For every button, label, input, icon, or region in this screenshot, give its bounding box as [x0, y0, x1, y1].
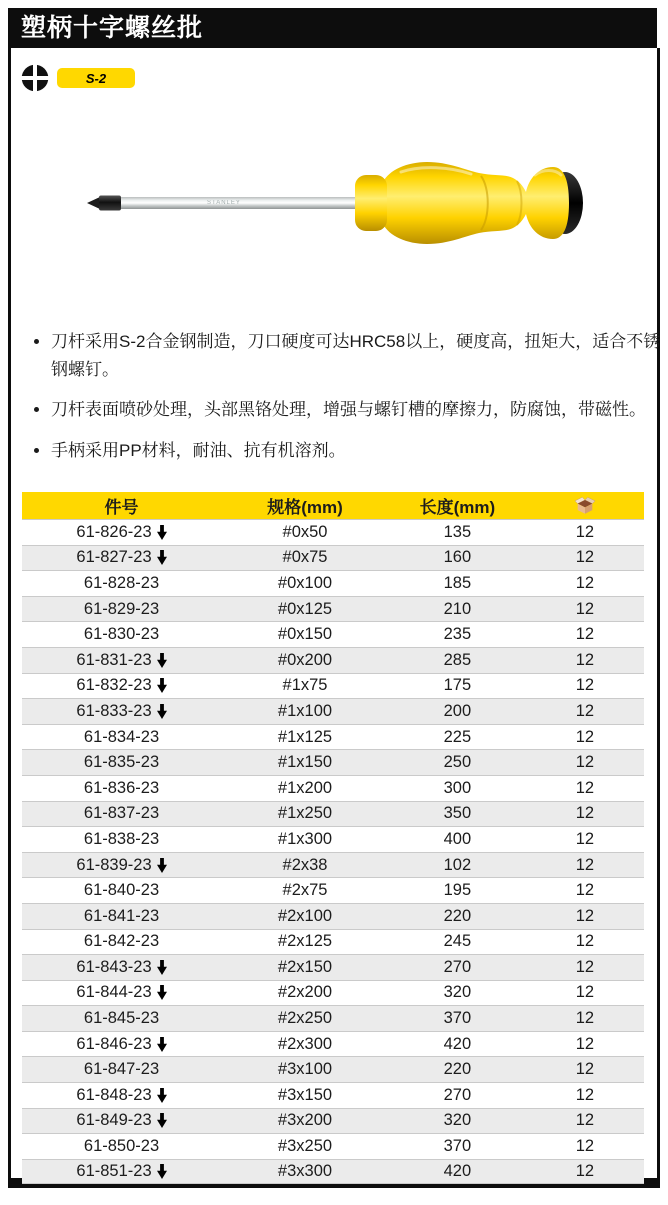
- part-number: 61-848-23: [76, 1085, 152, 1104]
- part-number: 61-829-23: [83, 599, 160, 618]
- table-row: [22, 570, 644, 596]
- down-arrow-icon: [157, 1113, 167, 1128]
- length-cell: 220: [443, 1060, 472, 1079]
- length-cell: 370: [443, 1009, 472, 1028]
- length-cell: 285: [443, 650, 472, 669]
- handle-body: [383, 162, 569, 244]
- table-row: [22, 877, 644, 903]
- spec-cell: #0x100: [277, 573, 333, 592]
- pack-qty-cell: 12: [575, 548, 595, 567]
- table-row: [22, 1031, 644, 1057]
- part-number: 61-837-23: [83, 804, 160, 823]
- header-pack-qty: [526, 496, 644, 515]
- part-number-cell: [22, 881, 221, 900]
- table-row: [22, 1108, 644, 1134]
- spec-cell: #2x38: [282, 855, 328, 874]
- part-number: 61-827-23: [76, 548, 152, 567]
- table-row: [22, 519, 644, 545]
- part-number: 61-833-23: [76, 701, 152, 720]
- spec-cell: #0x125: [277, 599, 333, 618]
- part-number-cell: [22, 1137, 221, 1156]
- part-number-cell: [22, 830, 221, 849]
- spec-cell: #2x200: [277, 983, 333, 1002]
- spec-cell: #1x150: [277, 753, 333, 772]
- length-cell: 185: [443, 573, 472, 592]
- length-cell: 300: [443, 778, 472, 797]
- part-number: 61-828-23: [83, 573, 160, 592]
- down-arrow-icon: [157, 678, 167, 693]
- length-cell: 175: [443, 676, 472, 695]
- phillips-cross-icon: [21, 64, 49, 92]
- spec-cell: #3x150: [277, 1085, 333, 1104]
- spec-cell: #1x200: [277, 778, 333, 797]
- pack-qty-cell: 12: [575, 804, 595, 823]
- part-number-cell: [22, 600, 221, 619]
- pack-qty-cell: 12: [575, 983, 595, 1002]
- pack-qty-cell: 12: [575, 650, 595, 669]
- part-number-cell: [22, 1009, 221, 1028]
- length-cell: 320: [443, 983, 472, 1002]
- part-number: 61-851-23: [76, 1162, 152, 1181]
- header-spec: 规格(mm): [267, 498, 343, 517]
- part-number-cell: [22, 983, 221, 1002]
- pack-qty-cell: 12: [575, 573, 595, 592]
- feature-item: • 刀杆采用S-2合金钢制造，刀口硬度可达HRC58以上，硬度高，扭矩大，适合不锈钢螺钉。: [51, 328, 663, 383]
- part-number-cell: [22, 1035, 221, 1054]
- length-cell: 420: [443, 1034, 472, 1053]
- pack-qty-cell: 12: [575, 753, 595, 772]
- spec-table: [22, 492, 644, 1184]
- feature-item: • 手柄采用PP材料，耐油、抗有机溶剂。: [51, 437, 663, 465]
- pack-qty-cell: 12: [575, 1085, 595, 1104]
- header-part-number: 件号: [104, 498, 139, 517]
- length-cell: 160: [443, 548, 472, 567]
- spec-cell: #2x75: [282, 881, 328, 900]
- table-row: [22, 724, 644, 750]
- pack-qty-cell: 12: [575, 778, 595, 797]
- down-arrow-icon: [157, 550, 167, 565]
- pack-qty-cell: 12: [575, 855, 595, 874]
- part-number-cell: [22, 1111, 221, 1130]
- length-cell: 220: [443, 906, 472, 925]
- table-row: [22, 647, 644, 673]
- spec-cell: #0x75: [282, 548, 328, 567]
- spec-cell: #3x300: [277, 1162, 333, 1181]
- part-number-cell: [22, 1086, 221, 1105]
- part-number-cell: [22, 625, 221, 644]
- pack-qty-cell: 12: [575, 906, 595, 925]
- part-number-cell: [22, 523, 221, 542]
- table-row: [22, 775, 644, 801]
- part-number: 61-836-23: [83, 778, 160, 797]
- part-number: 61-840-23: [83, 881, 160, 900]
- length-cell: 270: [443, 1085, 472, 1104]
- table-row: [22, 903, 644, 929]
- table-row: [22, 596, 644, 622]
- table-row: [22, 801, 644, 827]
- spec-cell: #1x75: [282, 676, 328, 695]
- length-cell: 195: [443, 881, 472, 900]
- s2-steel-badge: S-2: [57, 68, 135, 88]
- part-number: 61-846-23: [76, 1034, 152, 1053]
- spec-cell: #2x250: [277, 1009, 333, 1028]
- part-number-cell: [22, 676, 221, 695]
- table-row: [22, 673, 644, 699]
- down-arrow-icon: [157, 858, 167, 873]
- down-arrow-icon: [157, 1088, 167, 1103]
- table-row: [22, 929, 644, 955]
- table-row: [22, 852, 644, 878]
- length-cell: 400: [443, 829, 472, 848]
- table-row: [22, 1082, 644, 1108]
- table-row: [22, 1133, 644, 1159]
- feature-item: • 刀杆表面喷砂处理，头部黑铬处理，增强与螺钉槽的摩擦力，防腐蚀，带磁性。: [51, 396, 663, 424]
- pack-qty-cell: 12: [575, 1137, 595, 1156]
- spec-cell: #1x125: [277, 727, 333, 746]
- part-number: 61-839-23: [76, 855, 152, 874]
- table-row: [22, 749, 644, 775]
- part-number-cell: [22, 1162, 221, 1181]
- part-number-cell: [22, 651, 221, 670]
- pack-qty-cell: 12: [575, 625, 595, 644]
- part-number-cell: [22, 548, 221, 567]
- spec-cell: #2x125: [277, 932, 333, 951]
- pack-qty-cell: 12: [575, 1111, 595, 1130]
- header-length: 长度(mm): [419, 498, 496, 517]
- part-number-cell: [22, 856, 221, 875]
- length-cell: 350: [443, 804, 472, 823]
- table-row: [22, 1159, 644, 1185]
- table-row: [22, 1005, 644, 1031]
- spec-cell: #3x200: [277, 1111, 333, 1130]
- part-number-cell: [22, 574, 221, 593]
- part-number: 61-845-23: [83, 1009, 160, 1028]
- down-arrow-icon: [157, 704, 167, 719]
- part-number-cell: [22, 958, 221, 977]
- length-cell: 270: [443, 957, 472, 976]
- spec-cell: #1x250: [277, 804, 333, 823]
- part-number: 61-831-23: [76, 650, 152, 669]
- pack-qty-cell: 12: [575, 1162, 595, 1181]
- spec-cell: #2x100: [277, 906, 333, 925]
- table-header-row: [22, 492, 644, 519]
- pack-qty-cell: 12: [575, 881, 595, 900]
- pack-qty-cell: 12: [575, 957, 595, 976]
- table-body: [22, 519, 644, 1184]
- down-arrow-icon: [157, 1164, 167, 1179]
- pack-qty-cell: 12: [575, 1009, 595, 1028]
- part-number-cell: [22, 804, 221, 823]
- length-cell: 210: [443, 599, 472, 618]
- pack-qty-cell: 12: [575, 701, 595, 720]
- feature-list: [27, 328, 663, 477]
- pack-qty-cell: 12: [575, 1060, 595, 1079]
- length-cell: 320: [443, 1111, 472, 1130]
- part-number: 61-850-23: [83, 1137, 160, 1156]
- table-row: [22, 1056, 644, 1082]
- part-number-cell: [22, 779, 221, 798]
- screwdriver-image: [11, 148, 657, 260]
- table-row: [22, 621, 644, 647]
- pack-qty-cell: 12: [575, 522, 595, 541]
- spec-cell: #1x100: [277, 701, 333, 720]
- part-number-cell: [22, 728, 221, 747]
- length-cell: 225: [443, 727, 472, 746]
- content-frame: [8, 48, 660, 1188]
- length-cell: 235: [443, 625, 472, 644]
- shaft-brand-marking: STANLEY: [207, 200, 241, 206]
- table-row: [22, 826, 644, 852]
- part-number: 61-834-23: [83, 727, 160, 746]
- carton-box-icon: [574, 496, 596, 515]
- length-cell: 135: [443, 522, 472, 541]
- part-number: 61-835-23: [83, 753, 160, 772]
- part-number-cell: [22, 1060, 221, 1079]
- down-arrow-icon: [157, 985, 167, 1000]
- part-number-cell: [22, 753, 221, 772]
- page-title: 塑柄十字螺丝批: [8, 8, 657, 48]
- length-cell: 200: [443, 701, 472, 720]
- pack-qty-cell: 12: [575, 932, 595, 951]
- part-number: 61-838-23: [83, 829, 160, 848]
- table-row: [22, 954, 644, 980]
- spec-cell: #3x100: [277, 1060, 333, 1079]
- part-number: 61-832-23: [76, 676, 152, 695]
- table-row: [22, 545, 644, 571]
- part-number: 61-849-23: [76, 1111, 152, 1130]
- spec-cell: #0x200: [277, 650, 333, 669]
- part-number: 61-830-23: [83, 625, 160, 644]
- spec-cell: #0x150: [277, 625, 333, 644]
- spec-cell: #1x300: [277, 829, 333, 848]
- pack-qty-cell: 12: [575, 727, 595, 746]
- part-number: 61-842-23: [83, 932, 160, 951]
- part-number: 61-841-23: [83, 906, 160, 925]
- part-number: 61-844-23: [76, 983, 152, 1002]
- length-cell: 102: [443, 855, 472, 874]
- part-number: 61-826-23: [76, 522, 152, 541]
- down-arrow-icon: [157, 1037, 167, 1052]
- part-number-cell: [22, 907, 221, 926]
- pack-qty-cell: 12: [575, 599, 595, 618]
- part-number: 61-843-23: [76, 957, 152, 976]
- length-cell: 370: [443, 1137, 472, 1156]
- down-arrow-icon: [157, 525, 167, 540]
- pack-qty-cell: 12: [575, 1034, 595, 1053]
- down-arrow-icon: [157, 653, 167, 668]
- part-number: 61-847-23: [83, 1060, 160, 1079]
- length-cell: 420: [443, 1162, 472, 1181]
- part-number-cell: [22, 932, 221, 951]
- spec-cell: #2x300: [277, 1034, 333, 1053]
- table-row: [22, 980, 644, 1006]
- table-row: [22, 698, 644, 724]
- length-cell: 250: [443, 753, 472, 772]
- down-arrow-icon: [157, 960, 167, 975]
- pack-qty-cell: 12: [575, 829, 595, 848]
- spec-cell: #0x50: [282, 522, 328, 541]
- spec-cell: #3x250: [277, 1137, 333, 1156]
- pack-qty-cell: 12: [575, 676, 595, 695]
- part-number-cell: [22, 702, 221, 721]
- length-cell: 245: [443, 932, 472, 951]
- spec-cell: #2x150: [277, 957, 333, 976]
